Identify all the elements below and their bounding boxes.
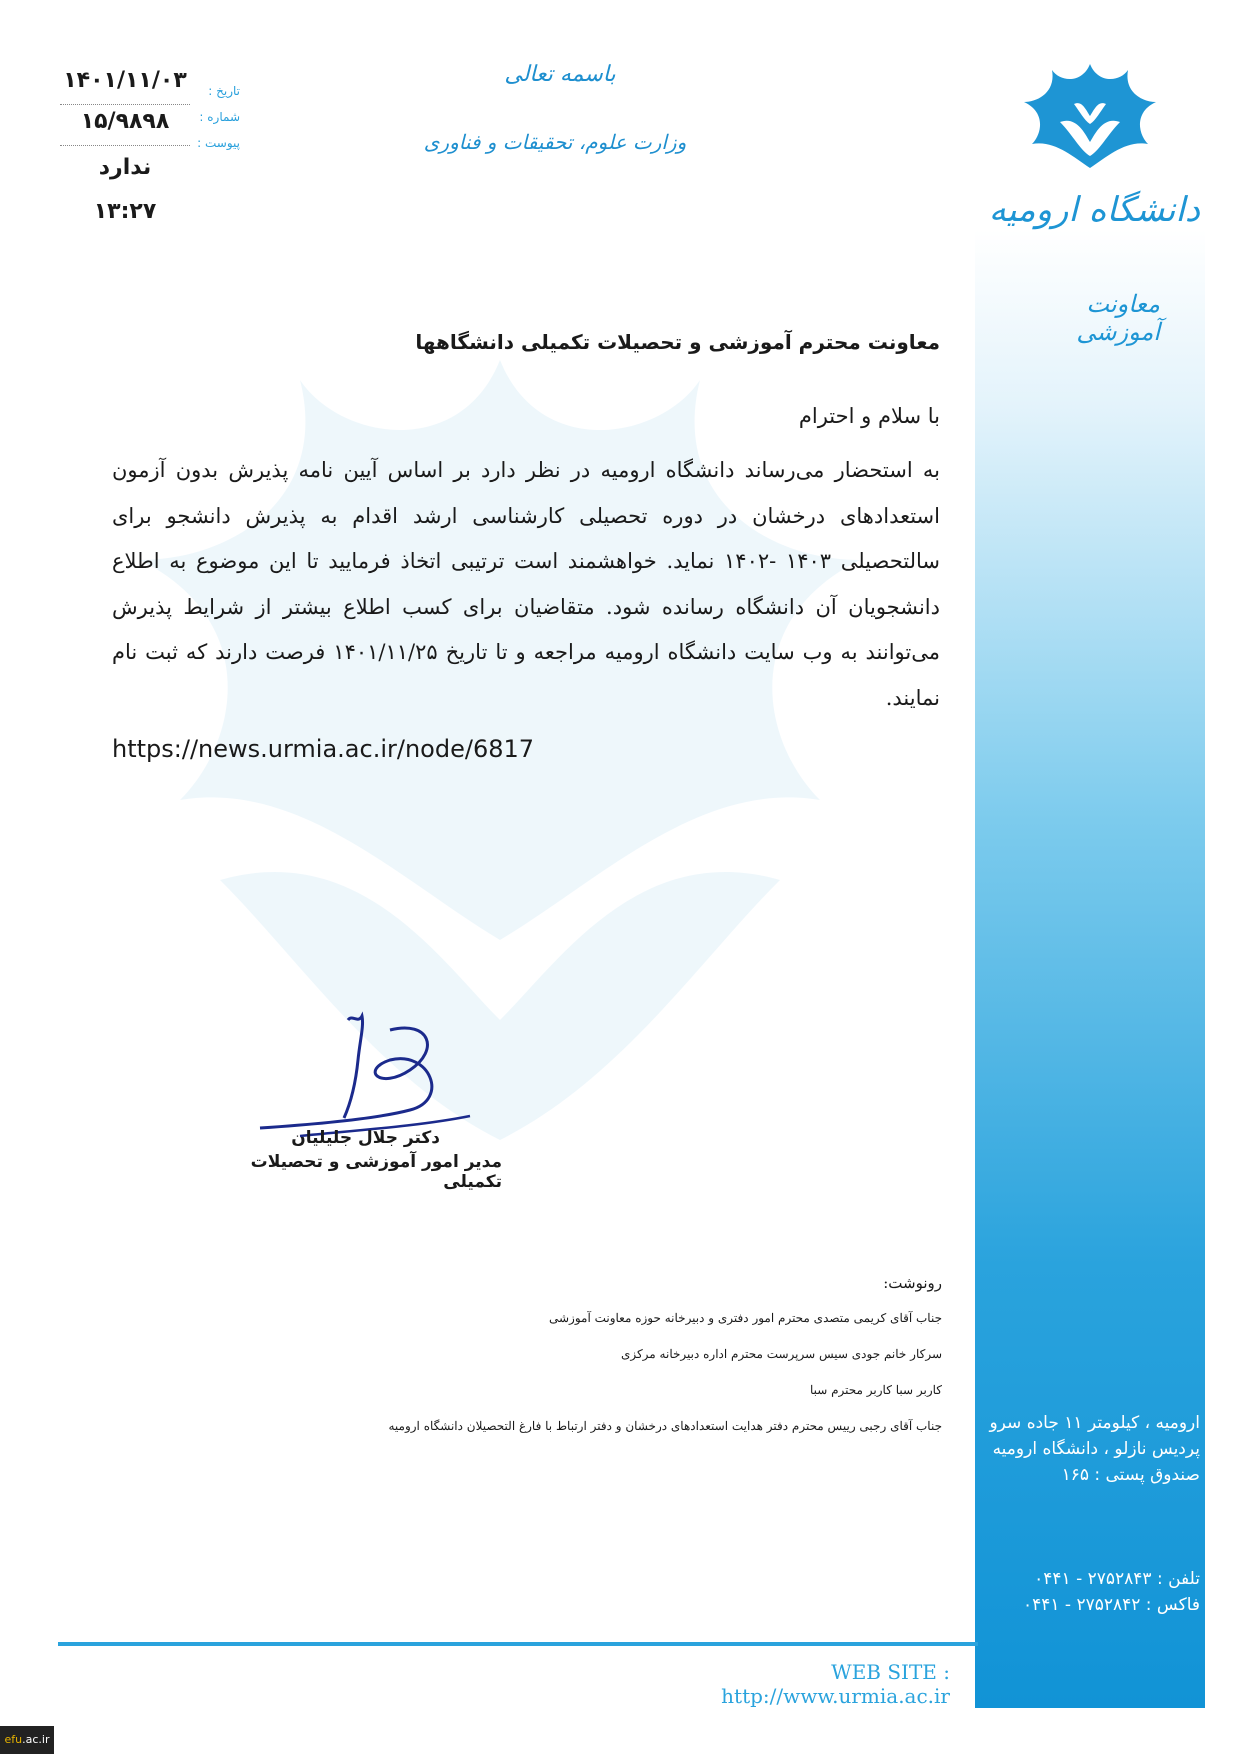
letter-greeting: با سلام و احترام [798, 404, 940, 428]
letter-recipient: معاونت محترم آموزشی و تحصیلات تکمیلی دانشگاهها [415, 330, 940, 354]
university-name: دانشگاه ارومیه [988, 190, 1200, 230]
cc-item: جناب آقای رجبی رییس محترم دفتر هدایت استعدادهای درخشان و دفتر ارتباط با فارغ التحصیلان دانشگاه ارومیه [388, 1419, 942, 1433]
signatory-title: مدیر امور آموزشی و تحصیلات تکمیلی [250, 1152, 502, 1192]
source-badge [0, 1726, 54, 1754]
website-link[interactable]: WEB SITE : http://www.urmia.ac.ir [721, 1660, 950, 1708]
basmala-heading: باسمه تعالی [504, 62, 616, 87]
department-name: معاونت آموزشی [1076, 290, 1160, 346]
attachment-value: ندارد [98, 155, 152, 180]
cc-item: جناب آقای کریمی متصدی محترم امور دفتری و دبیرخانه حوزه معاونت آموزشی [548, 1311, 942, 1325]
cc-item: سرکار خانم جودی سیس سرپرست محترم اداره دبیرخانه مرکزی [620, 1347, 942, 1361]
address-line: صندوق پستی : ۱۶۵ [1061, 1465, 1200, 1485]
address-line: پردیس نازلو ، دانشگاه ارومیه [992, 1439, 1200, 1459]
letter-body: به استحضار می‌رساند دانشگاه ارومیه در نظر دارد بر اساس آیین نامه پذیرش بدون آزمون استعدادهای درخشان در دوره تحصیلی کارشناسی ارشد اقدام به پذیرش دانشجو برای سالتحصیلی ۱۴۰۳ -۱۴۰۲ نماید. خواهشمند است ترتیبی اتخاذ فرمایید تا این موضوع به اطلاع دانشجویان آن دانشگاه رسانده شود. متقاضیان برای کسب اطلاع بیشتر از شرایط پذیرش می‌توانند به وب سایت دانشگاه ارومیه مراجعه و تا تاریخ ۱۴۰۱/۱۱/۲۵ فرصت دارند که ثبت نام نمایند. [112, 458, 940, 710]
badge-suffix: .ac.ir [22, 1733, 50, 1746]
address-block [960, 1410, 1200, 1488]
time-value: ۱۳:۲۷ [93, 199, 157, 224]
badge-prefix: efu [4, 1733, 23, 1746]
footer-divider [58, 1642, 978, 1646]
phone-number: تلفن : ۲۷۵۲۸۴۳ - ۰۴۴۱ [1034, 1569, 1200, 1589]
number-value: ۱۵/۹۸۹۸ [60, 105, 190, 146]
cc-list [280, 1306, 942, 1450]
attachment-label: پیوست : [197, 136, 240, 150]
letter-meta-values [60, 64, 190, 234]
cc-label: رونوشت: [883, 1274, 942, 1292]
phone-block [960, 1566, 1200, 1618]
ministry-name: وزارت علوم، تحقیقات و فناوری [423, 130, 687, 154]
number-label: شماره : [199, 110, 240, 124]
news-link[interactable]: https://news.urmia.ac.ir/node/6817 [112, 735, 535, 763]
university-logo-icon [1020, 60, 1160, 180]
letter-meta-labels [190, 78, 240, 156]
fax-number: فاکس : ۲۷۵۲۸۴۲ - ۰۴۴۱ [1022, 1595, 1200, 1615]
signatory-name: دکتر جلال جلیلیان [291, 1128, 440, 1148]
address-line: ارومیه ، کیلومتر ۱۱ جاده سرو [989, 1413, 1200, 1433]
cc-item: کاربر سبا کاربر محترم سبا [809, 1383, 942, 1397]
date-label: تاریخ : [208, 84, 240, 98]
date-value: ۱۴۰۱/۱۱/۰۳ [60, 64, 190, 105]
